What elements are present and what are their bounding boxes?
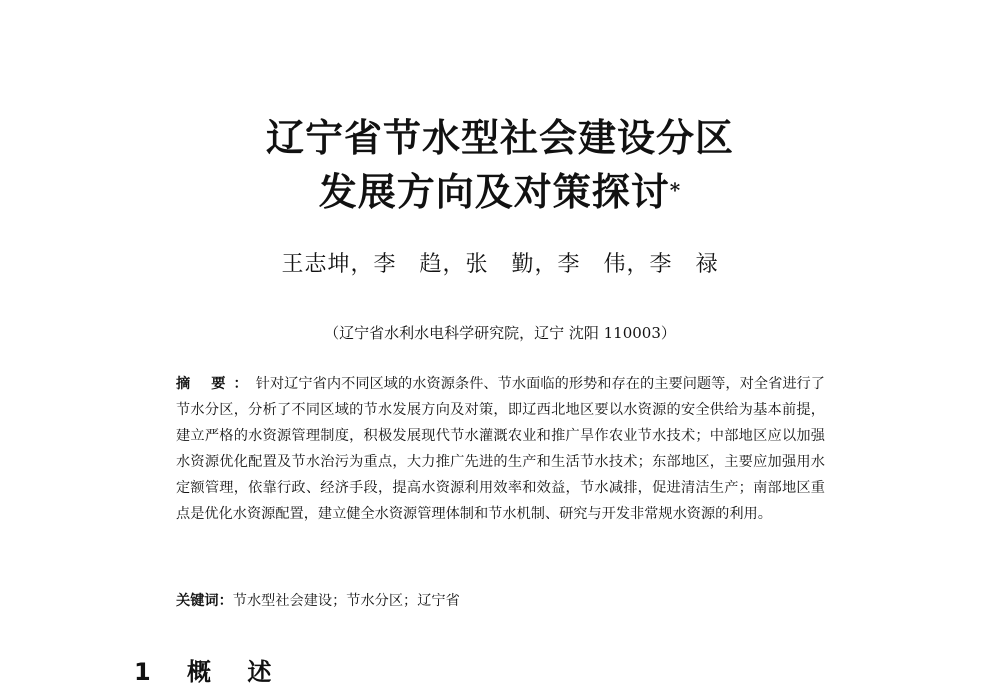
paper-title-line-1	[0, 116, 1000, 160]
paper-title-line-2	[0, 170, 1000, 214]
keywords-text: 节水型社会建设；节水分区；辽宁省	[232, 593, 460, 609]
author-list: 王志坤，李 趋，张 勤，李 伟，李 禄	[281, 252, 719, 277]
abstract-text: 针对辽宁省内不同区域的水资源条件、节水面临的形势和存在的主要问题等，对全省进行了节水分区，分析了不同区域的节水发展方向及对策，即辽西北地区要以水资源的安全供给为基本前提，建立严格的水资源管理制度，积极发展现代节水灌溉农业和推广旱作农业节水技术；中部地区应以加强水资源优化配置及节水治污为重点，大力推广先进的生产和生活节水技术；东部地区，主要应加强用水定额管理，依靠行政、经济手段，提高水资源利用效率和效益，节水减排，促进清洁生产；南部地区重点是优化水资源配置，建立健全水资源管理体制和节水机制、研究与开发非常规水资源的利用。	[176, 376, 825, 522]
title-text-1: 辽宁省节水型社会建设分区	[265, 115, 734, 160]
keywords-label: 关键词：	[176, 593, 233, 609]
affiliation: （辽宁省水利水电科学研究院，辽宁 沈阳 110003）	[324, 324, 676, 342]
abstract	[176, 371, 825, 527]
abstract-label: 摘 要：	[176, 376, 256, 392]
section-heading: 1 概 述	[134, 658, 286, 686]
title-text-2: 发展方向及对策探讨	[318, 169, 670, 214]
keywords	[176, 588, 825, 614]
title-footnote-mark: *	[669, 178, 682, 202]
